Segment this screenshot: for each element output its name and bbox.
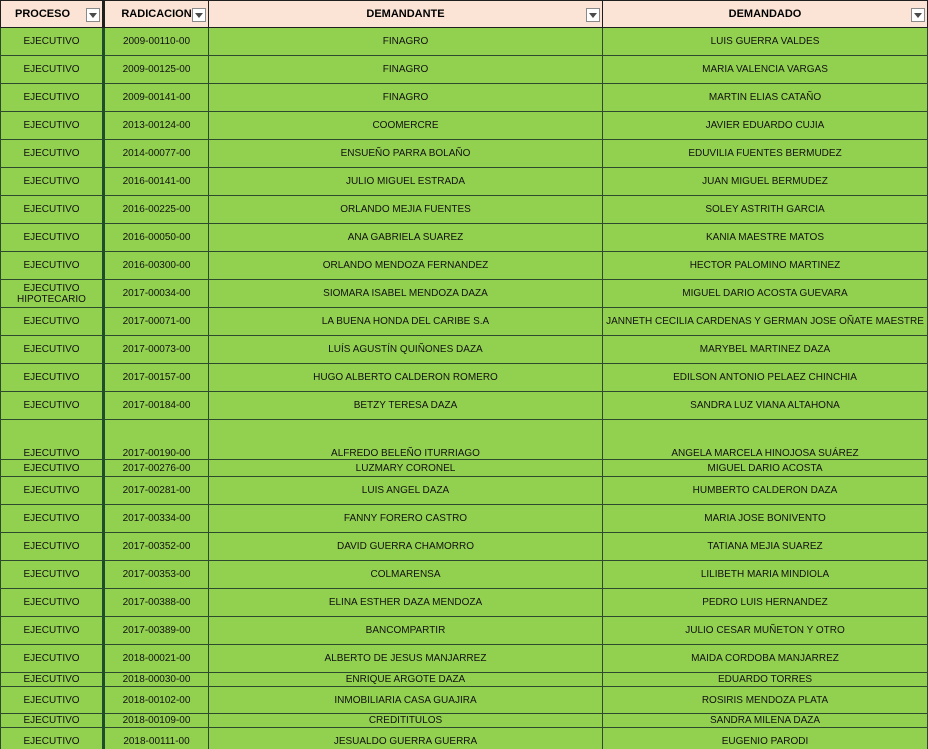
cell-demandado[interactable]: MARYBEL MARTINEZ DAZA xyxy=(603,336,928,364)
cell-radicacion[interactable]: 2018-00021-00 xyxy=(104,645,209,673)
cell-radicacion[interactable]: 2009-00110-00 xyxy=(104,28,209,56)
cell-demandado[interactable]: MARIA VALENCIA VARGAS xyxy=(603,56,928,84)
cell-radicacion[interactable]: 2017-00073-00 xyxy=(104,336,209,364)
cell-demandado[interactable]: JAVIER EDUARDO CUJIA xyxy=(603,112,928,140)
cell-demandante[interactable]: FANNY FORERO CASTRO xyxy=(209,505,603,533)
cell-demandante[interactable]: JESUALDO GUERRA GUERRA xyxy=(209,728,603,749)
cell-proceso[interactable]: EJECUTIVO xyxy=(1,224,104,252)
table-row xyxy=(1,687,928,714)
table-row xyxy=(1,714,928,728)
table-row xyxy=(1,308,928,336)
cell-demandado[interactable]: ROSIRIS MENDOZA PLATA xyxy=(603,687,928,714)
cell-proceso[interactable]: EJECUTIVO xyxy=(1,364,104,392)
filter-dropdown-icon[interactable] xyxy=(911,8,925,22)
cell-radicacion[interactable]: 2009-00141-00 xyxy=(104,84,209,112)
table-row xyxy=(1,140,928,168)
cell-demandante[interactable]: ORLANDO MEJIA FUENTES xyxy=(209,196,603,224)
cell-demandado[interactable]: MIGUEL DARIO ACOSTA xyxy=(603,460,928,477)
cell-radicacion[interactable]: 2018-00030-00 xyxy=(104,673,209,687)
cell-demandado[interactable]: EUGENIO PARODI xyxy=(603,728,928,749)
cell-proceso[interactable]: EJECUTIVO xyxy=(1,645,104,673)
table-row xyxy=(1,56,928,84)
cell-proceso[interactable]: EJECUTIVO xyxy=(1,84,104,112)
cell-proceso[interactable]: EJECUTIVO xyxy=(1,505,104,533)
cell-demandado[interactable]: JANNETH CECILIA CARDENAS Y GERMAN JOSE OÑATE MAESTRE xyxy=(603,308,928,336)
cell-demandante[interactable]: LUZMARY CORONEL xyxy=(209,460,603,477)
cell-demandado[interactable]: SANDRA LUZ VIANA ALTAHONA xyxy=(603,392,928,420)
cell-radicacion[interactable]: 2018-00102-00 xyxy=(104,687,209,714)
cell-demandado[interactable]: JUAN MIGUEL BERMUDEZ xyxy=(603,168,928,196)
table-row xyxy=(1,645,928,673)
cell-demandante[interactable]: COOMERCRE xyxy=(209,112,603,140)
cell-radicacion[interactable]: 2018-00109-00 xyxy=(104,714,209,728)
header-radicacion-label: RADICACION xyxy=(121,8,192,20)
cell-proceso[interactable]: EJECUTIVO xyxy=(1,56,104,84)
header-demandado xyxy=(603,1,928,28)
cell-radicacion[interactable]: 2017-00190-00 xyxy=(104,420,209,460)
table-row xyxy=(1,477,928,505)
table-row xyxy=(1,280,928,308)
cell-proceso[interactable]: EJECUTIVO xyxy=(1,168,104,196)
cell-demandante[interactable]: ENRIQUE ARGOTE DAZA xyxy=(209,673,603,687)
cell-demandante[interactable]: ANA GABRIELA SUAREZ xyxy=(209,224,603,252)
cell-proceso[interactable]: EJECUTIVO xyxy=(1,533,104,561)
cell-radicacion[interactable]: 2017-00334-00 xyxy=(104,505,209,533)
cell-demandante[interactable]: ENSUEÑO PARRA BOLAÑO xyxy=(209,140,603,168)
cell-demandante[interactable]: CREDITITULOS xyxy=(209,714,603,728)
table-row xyxy=(1,224,928,252)
cell-demandado[interactable]: MIGUEL DARIO ACOSTA GUEVARA xyxy=(603,280,928,308)
cell-demandante[interactable]: SIOMARA ISABEL MENDOZA DAZA xyxy=(209,280,603,308)
header-demandante xyxy=(209,1,603,28)
cell-radicacion[interactable]: 2017-00184-00 xyxy=(104,392,209,420)
cell-proceso[interactable]: EJECUTIVO xyxy=(1,112,104,140)
table-row xyxy=(1,728,928,749)
cell-proceso[interactable]: EJECUTIVO xyxy=(1,28,104,56)
cell-demandante[interactable]: LUÍS AGUSTÍN QUIÑONES DAZA xyxy=(209,336,603,364)
cell-demandado[interactable]: KANIA MAESTRE MATOS xyxy=(603,224,928,252)
cell-radicacion[interactable]: 2009-00125-00 xyxy=(104,56,209,84)
cell-demandante[interactable]: FINAGRO xyxy=(209,56,603,84)
cell-demandado[interactable]: JULIO CESAR MUÑETON Y OTRO xyxy=(603,617,928,645)
cell-demandado[interactable]: SOLEY ASTRITH GARCIA xyxy=(603,196,928,224)
cell-proceso[interactable]: EJECUTIVO xyxy=(1,589,104,617)
table-row xyxy=(1,196,928,224)
cell-demandante[interactable]: ELINA ESTHER DAZA MENDOZA xyxy=(209,589,603,617)
cell-proceso[interactable]: EJECUTIVO xyxy=(1,687,104,714)
cell-proceso[interactable]: EJECUTIVO xyxy=(1,252,104,280)
cell-proceso[interactable]: EJECUTIVO HIPOTECARIO xyxy=(1,280,104,308)
cell-demandante[interactable]: ORLANDO MENDOZA FERNANDEZ xyxy=(209,252,603,280)
table-row xyxy=(1,84,928,112)
cell-radicacion[interactable]: 2017-00281-00 xyxy=(104,477,209,505)
cell-proceso[interactable]: EJECUTIVO xyxy=(1,308,104,336)
cell-demandante[interactable]: JULIO MIGUEL ESTRADA xyxy=(209,168,603,196)
cell-demandante[interactable]: BETZY TERESA DAZA xyxy=(209,392,603,420)
cell-demandante[interactable]: COLMARENSA xyxy=(209,561,603,589)
cell-proceso[interactable]: EJECUTIVO xyxy=(1,617,104,645)
table-row xyxy=(1,168,928,196)
cell-radicacion[interactable]: 2017-00353-00 xyxy=(104,561,209,589)
cell-demandado[interactable]: EDILSON ANTONIO PELAEZ CHINCHIA xyxy=(603,364,928,392)
cell-radicacion[interactable]: 2016-00300-00 xyxy=(104,252,209,280)
cell-radicacion[interactable]: 2017-00352-00 xyxy=(104,533,209,561)
cell-proceso[interactable]: EJECUTIVO xyxy=(1,460,104,477)
header-demandante-label: DEMANDANTE xyxy=(366,8,445,20)
cell-proceso[interactable]: EJECUTIVO xyxy=(1,728,104,749)
table-row xyxy=(1,420,928,460)
cell-radicacion[interactable]: 2016-00225-00 xyxy=(104,196,209,224)
cell-radicacion[interactable]: 2017-00071-00 xyxy=(104,308,209,336)
cell-radicacion[interactable]: 2017-00157-00 xyxy=(104,364,209,392)
header-row xyxy=(1,1,928,28)
cell-radicacion[interactable]: 2016-00141-00 xyxy=(104,168,209,196)
table-row xyxy=(1,336,928,364)
cell-demandado[interactable]: EDUVILIA FUENTES BERMUDEZ xyxy=(603,140,928,168)
cell-radicacion[interactable]: 2018-00111-00 xyxy=(104,728,209,749)
cell-proceso[interactable]: EJECUTIVO xyxy=(1,392,104,420)
table-row xyxy=(1,252,928,280)
table-row xyxy=(1,460,928,477)
cell-demandado[interactable]: EDUARDO TORRES xyxy=(603,673,928,687)
cell-radicacion[interactable]: 2017-00388-00 xyxy=(104,589,209,617)
cell-proceso[interactable]: EJECUTIVO xyxy=(1,196,104,224)
cell-demandado[interactable]: LILIBETH MARIA MINDIOLA xyxy=(603,561,928,589)
cell-radicacion[interactable]: 2017-00034-00 xyxy=(104,280,209,308)
cell-demandado[interactable]: TATIANA MEJIA SUAREZ xyxy=(603,533,928,561)
table-row xyxy=(1,505,928,533)
cell-demandante[interactable]: DAVID GUERRA CHAMORRO xyxy=(209,533,603,561)
cell-radicacion[interactable]: 2017-00276-00 xyxy=(104,460,209,477)
cell-demandado[interactable]: MARTIN ELIAS CATAÑO xyxy=(603,84,928,112)
cell-demandado[interactable]: LUIS GUERRA VALDES xyxy=(603,28,928,56)
header-proceso xyxy=(1,1,104,28)
table-row xyxy=(1,673,928,687)
cell-demandado[interactable]: ANGELA MARCELA HINOJOSA SUÁREZ xyxy=(603,420,928,460)
cell-proceso[interactable]: EJECUTIVO xyxy=(1,477,104,505)
cell-proceso[interactable]: EJECUTIVO xyxy=(1,140,104,168)
table-row xyxy=(1,112,928,140)
table-row xyxy=(1,364,928,392)
table-row xyxy=(1,589,928,617)
filter-dropdown-icon[interactable] xyxy=(192,8,206,22)
table-row xyxy=(1,392,928,420)
cell-demandado[interactable]: HUMBERTO CALDERON DAZA xyxy=(603,477,928,505)
cell-demandado[interactable]: SANDRA MILENA DAZA xyxy=(603,714,928,728)
cell-proceso[interactable]: EJECUTIVO xyxy=(1,561,104,589)
header-proceso-label: PROCESO xyxy=(14,8,70,20)
header-radicacion xyxy=(104,1,209,28)
cell-demandante[interactable]: BANCOMPARTIR xyxy=(209,617,603,645)
cell-demandante[interactable]: INMOBILIARIA CASA GUAJIRA xyxy=(209,687,603,714)
cell-radicacion[interactable]: 2016-00050-00 xyxy=(104,224,209,252)
cell-proceso[interactable]: EJECUTIVO xyxy=(1,336,104,364)
cell-demandante[interactable]: FINAGRO xyxy=(209,28,603,56)
table-row xyxy=(1,561,928,589)
cell-demandante[interactable]: FINAGRO xyxy=(209,84,603,112)
cell-radicacion[interactable]: 2017-00389-00 xyxy=(104,617,209,645)
cell-proceso[interactable]: EJECUTIVO xyxy=(1,673,104,687)
cell-demandante[interactable]: LA BUENA HONDA DEL CARIBE S.A xyxy=(209,308,603,336)
cell-demandado[interactable]: MAIDA CORDOBA MANJARREZ xyxy=(603,645,928,673)
cell-proceso[interactable]: EJECUTIVO xyxy=(1,714,104,728)
cell-demandado[interactable]: PEDRO LUIS HERNANDEZ xyxy=(603,589,928,617)
table-row xyxy=(1,617,928,645)
cell-demandante[interactable]: ALFREDO BELEÑO ITURRIAGO xyxy=(209,420,603,460)
cell-demandante[interactable]: LUIS ANGEL DAZA xyxy=(209,477,603,505)
filter-dropdown-icon[interactable] xyxy=(586,8,600,22)
cell-demandado[interactable]: MARIA JOSE BONIVENTO xyxy=(603,505,928,533)
cell-radicacion[interactable]: 2014-00077-00 xyxy=(104,140,209,168)
cell-proceso[interactable]: EJECUTIVO xyxy=(1,420,104,460)
cell-radicacion[interactable]: 2013-00124-00 xyxy=(104,112,209,140)
cell-demandante[interactable]: ALBERTO DE JESUS MANJARREZ xyxy=(209,645,603,673)
table-row xyxy=(1,28,928,56)
cell-demandante[interactable]: HUGO ALBERTO CALDERON ROMERO xyxy=(209,364,603,392)
cell-demandado[interactable]: HECTOR PALOMINO MARTINEZ xyxy=(603,252,928,280)
header-demandado-label: DEMANDADO xyxy=(728,8,802,20)
filter-dropdown-icon[interactable] xyxy=(86,8,100,22)
table-row xyxy=(1,533,928,561)
